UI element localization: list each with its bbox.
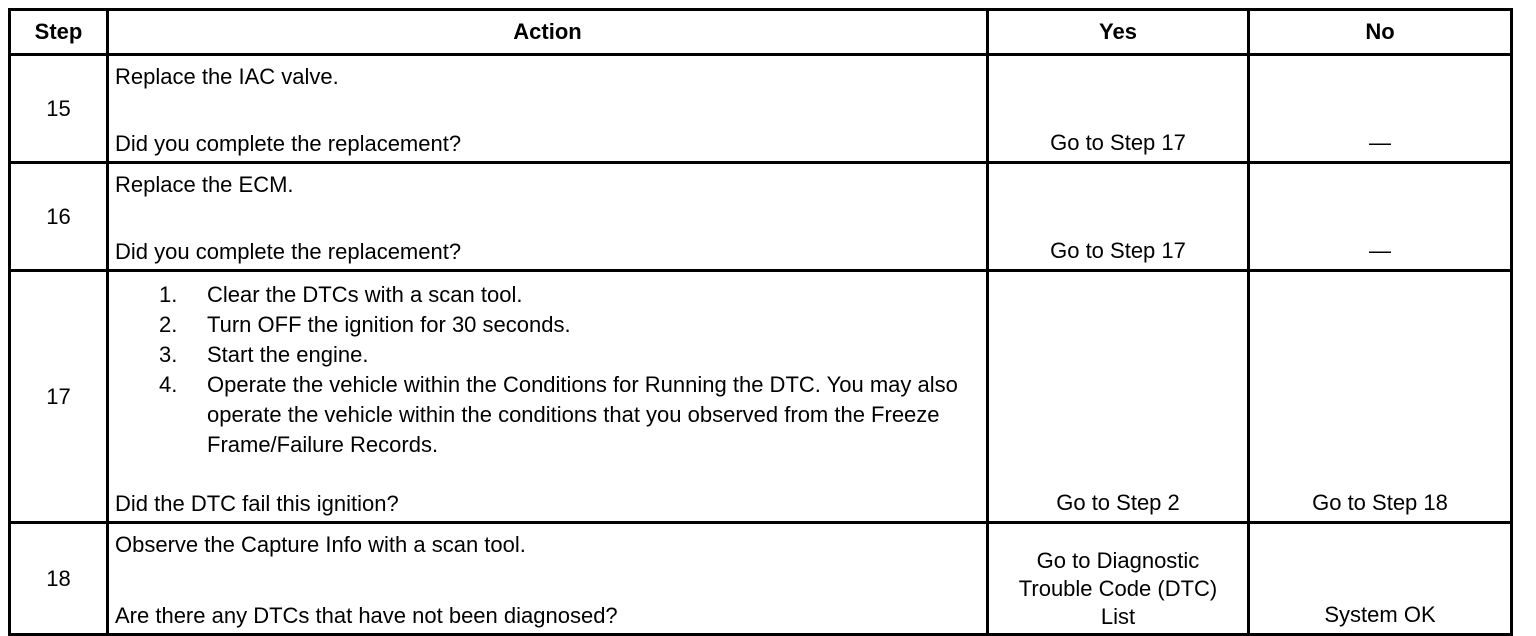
no-result: — <box>1369 238 1391 263</box>
yes-result-line: Go to Diagnostic <box>1036 548 1200 573</box>
table-row <box>10 163 1512 271</box>
list-number: 4. <box>159 372 178 397</box>
table-row <box>10 523 1512 635</box>
header-step: Step <box>10 10 108 55</box>
no-cell <box>1249 523 1512 635</box>
action-instruction: Observe the Capture Info with a scan tool. <box>115 532 526 557</box>
no-cell <box>1249 163 1512 271</box>
action-instruction: Replace the ECM. <box>115 172 294 197</box>
action-cell <box>108 163 988 271</box>
numbered-steps-list <box>159 280 974 460</box>
list-item <box>159 340 974 370</box>
action-cell <box>108 271 988 523</box>
list-text: Turn OFF the ignition for 30 seconds. <box>207 312 571 337</box>
list-number: 3. <box>159 342 178 367</box>
list-number: 1. <box>159 282 178 307</box>
action-question: Are there any DTCs that have not been diagnosed? <box>115 603 618 628</box>
step-number: 17 <box>10 271 108 523</box>
list-item <box>159 310 974 340</box>
step-number: 15 <box>10 55 108 163</box>
no-result: System OK <box>1324 602 1436 627</box>
action-question: Did you complete the replacement? <box>115 239 462 264</box>
no-cell <box>1249 271 1512 523</box>
yes-cell <box>988 271 1249 523</box>
no-cell <box>1249 55 1512 163</box>
list-text: Operate the vehicle within the Conditions for Running the DTC. You may also operate the vehicle within the conditions that you observed from the Freeze Frame/Failure Records. <box>207 372 958 457</box>
list-number: 2. <box>159 312 178 337</box>
yes-result: Go to Step 2 <box>1056 490 1180 515</box>
yes-result-line: List <box>1100 604 1136 629</box>
yes-cell <box>988 55 1249 163</box>
yes-result-line: Trouble Code (DTC) <box>1018 576 1218 601</box>
no-result: — <box>1369 130 1391 155</box>
action-instruction: Replace the IAC valve. <box>115 64 339 89</box>
action-cell <box>108 55 988 163</box>
yes-result: Go to Step 17 <box>1050 238 1186 263</box>
diagnostic-table-container <box>8 8 1510 630</box>
no-result: Go to Step 18 <box>1312 490 1448 515</box>
header-row <box>10 10 1512 55</box>
action-cell <box>108 523 988 635</box>
table-row <box>10 271 1512 523</box>
list-item <box>159 370 974 460</box>
list-text: Clear the DTCs with a scan tool. <box>207 282 523 307</box>
yes-result <box>989 547 1247 631</box>
header-yes: Yes <box>988 10 1249 55</box>
yes-cell <box>988 163 1249 271</box>
list-item <box>159 280 974 310</box>
diagnostic-table <box>8 8 1513 636</box>
yes-cell <box>988 523 1249 635</box>
step-number: 16 <box>10 163 108 271</box>
header-no: No <box>1249 10 1512 55</box>
header-action: Action <box>108 10 988 55</box>
yes-result: Go to Step 17 <box>1050 130 1186 155</box>
step-number: 18 <box>10 523 108 635</box>
action-question: Did the DTC fail this ignition? <box>115 491 399 516</box>
action-question: Did you complete the replacement? <box>115 131 462 156</box>
list-text: Start the engine. <box>207 342 369 367</box>
table-row <box>10 55 1512 163</box>
